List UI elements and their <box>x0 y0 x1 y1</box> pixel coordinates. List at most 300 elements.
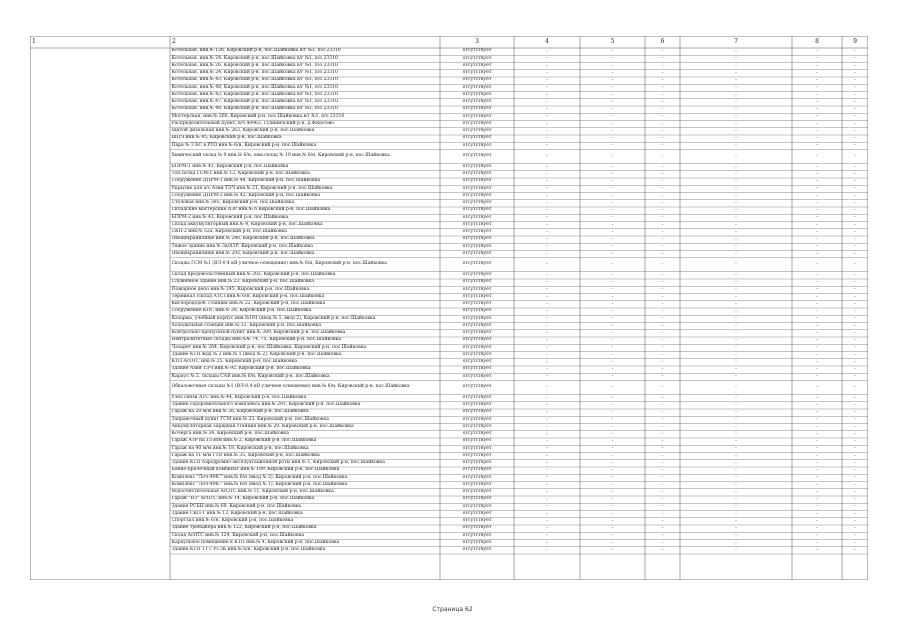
row-value-col-8: - <box>816 286 818 293</box>
row-value-col-4: - <box>546 481 548 488</box>
row-name: Котельная, инв.№ 26, Кировский р-н, пос.Шайковка в/г №1, п/о 23310 <box>171 62 338 68</box>
row-value-col-8: - <box>816 344 818 351</box>
row-name: Караул № 2, склады САВ инв.№ 6/н, Кировский р-н, пос.Шайковка <box>171 373 330 379</box>
row-name: Склады ГСМ №1 (ВЛ-0,4 кВ уличное освещение) инв.№ 6/н, Кировский р-н, пос.Шайковка <box>171 261 387 267</box>
row-value-col-5: - <box>611 199 614 206</box>
row-value-col-6: - <box>661 358 664 365</box>
row-value-col-4: - <box>546 279 548 286</box>
row-value-col-9: - <box>854 120 856 127</box>
row-status: отсутствует <box>462 445 492 451</box>
row-value-col-5: - <box>611 279 614 286</box>
row-value-col-9: - <box>854 373 856 380</box>
row-name: Караульное помещение к КТП инв.№ 4, Кировский р-н, пос.Шайковка <box>171 539 340 545</box>
row-status: отсутствует <box>462 113 492 119</box>
row-value-col-4: - <box>546 496 548 503</box>
row-name: ШПЧ инв.№ 45, Кировский р-н, пос.Шайковка <box>171 135 282 141</box>
row-value-col-6: - <box>661 474 664 481</box>
row-status: отсутствует <box>462 142 492 148</box>
row-value-col-9: - <box>854 142 856 149</box>
row-value-col-9: - <box>854 178 856 185</box>
row-value-col-7: - <box>735 300 737 307</box>
row-value-col-6: - <box>661 170 664 177</box>
row-name: БПРМ-1 инв.№ 41, Кировский р-н, пос.Шайковка <box>171 163 289 169</box>
row-value-col-8: - <box>816 329 818 336</box>
row-value-col-7: - <box>735 445 737 452</box>
row-name: Складские мастерские АЗР инв.№ 6 Кировский р-н, пос.Шайковка <box>171 207 331 213</box>
row-value-col-4: - <box>546 366 548 373</box>
row-status: отсутствует <box>462 481 492 487</box>
row-value-col-9: - <box>854 286 856 293</box>
row-value-col-5: - <box>611 322 614 329</box>
row-name: Нейтралитетные склады инв.№№ 74, 75, Кировский р-н, пос.Шайковка <box>171 337 342 343</box>
row-value-col-6: - <box>661 344 664 351</box>
row-value-col-8: - <box>816 127 818 134</box>
row-value-col-9: - <box>854 438 856 445</box>
row-value-col-6: - <box>661 286 664 293</box>
row-value-col-4: - <box>546 445 548 452</box>
row-value-col-7: - <box>735 236 737 243</box>
row-value-col-5: - <box>611 525 614 532</box>
row-value-col-9: - <box>854 77 856 84</box>
row-value-col-7: - <box>735 322 737 329</box>
row-value-col-5: - <box>611 503 614 510</box>
row-status: отсутствует <box>462 214 492 220</box>
row-value-col-9: - <box>854 163 856 170</box>
row-value-col-7: - <box>735 120 737 127</box>
row-value-col-9: - <box>854 192 856 199</box>
row-value-col-6: - <box>661 322 664 329</box>
row-status: отсутствует <box>462 120 492 126</box>
row-value-col-7: - <box>735 199 737 206</box>
row-value-col-8: - <box>816 192 818 199</box>
row-value-col-5: - <box>611 207 614 214</box>
row-status: отсутствует <box>462 286 492 292</box>
row-status: отсутствует <box>462 70 492 76</box>
row-name: Котельная, инв.№ 24, Кировский р-н, пос.Шайковка в/г №1, п/о 23310 <box>171 55 338 61</box>
row-value-col-9: - <box>854 401 856 408</box>
row-value-col-5: - <box>611 315 614 322</box>
row-value-col-4: - <box>546 409 548 416</box>
row-value-col-8: - <box>816 62 818 69</box>
row-status: отсутствует <box>462 272 492 278</box>
row-value-col-7: - <box>735 423 737 430</box>
row-value-col-6: - <box>661 459 664 466</box>
row-name: Гараж на 20 м/м инв.№ 26, Кировский р-н, пос.Шайковка <box>171 409 309 415</box>
row-value-col-4: - <box>546 423 548 430</box>
row-value-col-8: - <box>816 546 818 553</box>
row-value-col-8: - <box>816 438 818 445</box>
row-value-col-6: - <box>661 127 664 134</box>
row-value-col-6: - <box>661 113 664 120</box>
row-value-col-6: - <box>661 373 664 380</box>
row-value-col-5: - <box>611 423 614 430</box>
row-value-col-7: - <box>735 91 737 98</box>
row-status: отсутствует <box>462 293 492 299</box>
row-value-col-5: - <box>611 120 614 127</box>
row-value-col-5: - <box>611 221 614 228</box>
row-name: Склад АсОТС инв.№ 124, Кировский р-н, пос.Шайковка <box>171 532 305 538</box>
row-value-col-8: - <box>816 228 818 235</box>
row-value-col-8: - <box>816 142 818 149</box>
row-value-col-5: - <box>611 384 614 390</box>
row-value-col-6: - <box>661 250 664 257</box>
row-status: отсутствует <box>462 330 492 336</box>
row-value-col-9: - <box>854 250 856 257</box>
row-value-col-4: - <box>546 329 548 336</box>
row-name: Сооружение КПС инв.№ 28, Кировский р-н, пос.Шайковка <box>171 308 312 314</box>
row-name: Здание тренажера инв.№ 122, Кировский р-н, пос.Шайковка <box>171 525 317 531</box>
row-value-col-8: - <box>816 221 818 228</box>
row-status: отсутствует <box>462 163 492 169</box>
row-name: Аккумуляторная зарядная станция инв.№ 29, Кировский р-н, пос.Шайковка <box>171 423 354 429</box>
row-value-col-9: - <box>854 503 856 510</box>
row-status: отсутствует <box>462 438 492 444</box>
row-value-col-9: - <box>854 423 856 430</box>
row-value-col-9: - <box>854 445 856 452</box>
row-value-col-4: - <box>546 546 548 553</box>
row-value-col-8: - <box>816 401 818 408</box>
row-status: отсутствует <box>462 250 492 256</box>
row-value-col-9: - <box>854 207 856 214</box>
row-name: Здание Азия ТЭЧ инв.№ 92, Кировский р-н, пос.Шайковка <box>171 366 311 372</box>
row-name: Здание КТП ждд № 2 инв.№ 1 (ввод № 2), Кировский р-н, пос.Шайковка <box>171 351 342 357</box>
row-value-col-8: - <box>816 322 818 329</box>
row-value-col-8: - <box>816 69 818 76</box>
row-value-col-8: - <box>816 261 818 268</box>
row-name: Терминал (склад АТС) инв.№ 6/н, Кировский р-н, пос.Шайковка <box>171 293 325 299</box>
row-value-col-9: - <box>854 153 856 159</box>
row-value-col-7: - <box>735 467 737 474</box>
row-value-col-4: - <box>546 91 548 98</box>
row-value-col-6: - <box>661 221 664 228</box>
row-value-col-5: - <box>611 84 614 91</box>
row-value-col-7: - <box>735 170 737 177</box>
row-value-col-5: - <box>611 236 614 243</box>
row-name: Котельная, инв.№ 48, Кировский р-н, пос.Шайковка в/г №1, п/о 23310 <box>171 106 338 112</box>
row-status: отсутствует <box>462 344 492 350</box>
row-value-col-5: - <box>611 214 614 221</box>
row-name: Укрытие для а/с Азии ТЭЧ инв.№ 21, Кировский р-н, пос.Шайковка <box>171 185 333 191</box>
row-value-col-6: - <box>661 503 664 510</box>
row-value-col-6: - <box>661 337 664 344</box>
row-value-col-5: - <box>611 366 614 373</box>
row-value-col-5: - <box>611 135 614 142</box>
row-value-col-7: - <box>735 127 737 134</box>
row-name: Тяжое здание инв.№ 3а/АЗР, Кировский р-н, пос.Шайковка <box>171 243 313 249</box>
row-value-col-8: - <box>816 525 818 532</box>
row-value-col-4: - <box>546 62 548 69</box>
row-name: Банно-прачечный комбинат инв.№ 199, Кировский р-н, пос.Шайковка <box>171 467 340 473</box>
row-status: отсутствует <box>462 106 492 112</box>
row-value-col-9: - <box>854 532 856 539</box>
row-value-col-5: - <box>611 416 614 423</box>
row-status: отсутствует <box>462 539 492 545</box>
row-value-col-6: - <box>661 153 664 159</box>
row-value-col-9: - <box>854 308 856 315</box>
row-value-col-6: - <box>661 84 664 91</box>
row-value-col-9: - <box>854 496 856 503</box>
row-value-col-5: - <box>611 438 614 445</box>
row-name: Распределительный пункт, в/ч 40963, Сухиничский р-н, д.Федосово <box>171 120 334 126</box>
column-header-4: 4 <box>545 38 549 45</box>
row-value-col-9: - <box>854 113 856 120</box>
row-value-col-9: - <box>854 221 856 228</box>
row-value-col-8: - <box>816 384 818 390</box>
row-value-col-4: - <box>546 170 548 177</box>
row-value-col-6: - <box>661 279 664 286</box>
row-status: отсутствует <box>462 221 492 227</box>
row-value-col-5: - <box>611 170 614 177</box>
row-name: Гараж "НЗ" АсОТС инв.№ 14, Кировский р-н, пос.Шайковка <box>171 496 315 502</box>
row-status: отсутствует <box>462 337 492 343</box>
row-value-col-8: - <box>816 271 818 278</box>
row-value-col-8: - <box>816 430 818 437</box>
row-value-col-4: - <box>546 113 548 120</box>
row-value-col-8: - <box>816 135 818 142</box>
row-value-col-4: - <box>546 199 548 206</box>
row-value-col-4: - <box>546 322 548 329</box>
row-status: отсутствует <box>462 315 492 321</box>
row-value-col-6: - <box>661 423 664 430</box>
row-status: отсутствует <box>462 467 492 473</box>
row-value-col-6: - <box>661 488 664 495</box>
row-status: отсутствует <box>462 460 492 466</box>
row-name: Склад аккумуляторный инв.№ 4, Кировский р-н, пос.Шайковка <box>171 221 323 227</box>
row-value-col-9: - <box>854 358 856 365</box>
row-value-col-4: - <box>546 221 548 228</box>
row-value-col-9: - <box>854 279 856 286</box>
row-status: отсутствует <box>462 525 492 531</box>
row-name: Пожарное депо инв.№ 245, Кировский р-н, пос.Шайковка <box>171 286 310 292</box>
row-value-col-8: - <box>816 106 818 113</box>
row-value-col-9: - <box>854 329 856 336</box>
row-value-col-5: - <box>611 62 614 69</box>
row-value-col-8: - <box>816 373 818 380</box>
row-value-col-8: - <box>816 199 818 206</box>
row-value-col-6: - <box>661 394 664 401</box>
row-value-col-4: - <box>546 250 548 257</box>
row-value-col-6: - <box>661 510 664 517</box>
row-value-col-5: - <box>611 192 614 199</box>
row-value-col-4: - <box>546 163 548 170</box>
row-value-col-4: - <box>546 300 548 307</box>
row-status: отсутствует <box>462 243 492 249</box>
row-value-col-7: - <box>735 192 737 199</box>
row-value-col-7: - <box>735 163 737 170</box>
row-value-col-9: - <box>854 98 856 105</box>
row-value-col-9: - <box>854 525 856 532</box>
row-value-col-5: - <box>611 98 614 105</box>
row-value-col-9: - <box>854 546 856 553</box>
row-value-col-8: - <box>816 84 818 91</box>
row-value-col-6: - <box>661 135 664 142</box>
row-status: отсутствует <box>462 185 492 191</box>
row-status: отсутствует <box>462 200 492 206</box>
row-value-col-7: - <box>735 373 737 380</box>
row-value-col-4: - <box>546 48 548 55</box>
row-value-col-9: - <box>854 69 856 76</box>
row-value-col-4: - <box>546 474 548 481</box>
row-value-col-6: - <box>661 91 664 98</box>
row-value-col-6: - <box>661 525 664 532</box>
row-name: Котельная, инв.№ 126, Кировский р-н, пос.Шайковка в/г №1, п/о 23310 <box>171 48 341 54</box>
row-value-col-7: - <box>735 178 737 185</box>
row-value-col-4: - <box>546 401 548 408</box>
row-value-col-5: - <box>611 329 614 336</box>
row-value-col-4: - <box>546 243 548 250</box>
row-value-col-8: - <box>816 178 818 185</box>
row-value-col-6: - <box>661 62 664 69</box>
row-status: отсутствует <box>462 207 492 213</box>
row-value-col-7: - <box>735 271 737 278</box>
row-name: СКП-2 инв.№ 52а, Кировский р-н, пос.Шайковка <box>171 229 287 235</box>
row-status: отсутствует <box>462 279 492 285</box>
row-value-col-6: - <box>661 546 664 553</box>
row-value-col-6: - <box>661 481 664 488</box>
row-value-col-5: - <box>611 452 614 459</box>
row-value-col-5: - <box>611 243 614 250</box>
row-value-col-6: - <box>661 300 664 307</box>
row-value-col-7: - <box>735 510 737 517</box>
row-value-col-4: - <box>546 503 548 510</box>
row-value-col-5: - <box>611 394 614 401</box>
row-value-col-6: - <box>661 517 664 524</box>
row-value-col-4: - <box>546 430 548 437</box>
row-status: отсутствует <box>462 394 492 400</box>
row-value-col-4: - <box>546 337 548 344</box>
row-value-col-8: - <box>816 445 818 452</box>
row-value-col-9: - <box>854 416 856 423</box>
row-name: Столовая инв.№ 385, Кировский р-н, пос.Шайковка <box>171 200 295 206</box>
row-status: отсутствует <box>462 229 492 235</box>
row-value-col-4: - <box>546 308 548 315</box>
row-value-col-7: - <box>735 430 737 437</box>
row-value-col-5: - <box>611 106 614 113</box>
row-value-col-5: - <box>611 532 614 539</box>
row-value-col-8: - <box>816 416 818 423</box>
row-value-col-5: - <box>611 409 614 416</box>
row-value-col-6: - <box>661 532 664 539</box>
row-value-col-5: - <box>611 142 614 149</box>
row-value-col-8: - <box>816 351 818 358</box>
row-name: КТП АсОТС инв.№ 25, Кировский р-н, пос.Шайковка <box>171 359 297 365</box>
row-status: отсутствует <box>462 366 492 372</box>
row-status: отсутствует <box>462 409 492 415</box>
row-value-col-5: - <box>611 351 614 358</box>
row-value-col-7: - <box>735 48 737 55</box>
row-value-col-4: - <box>546 467 548 474</box>
row-value-col-9: - <box>854 214 856 221</box>
row-value-col-4: - <box>546 452 548 459</box>
row-value-col-4: - <box>546 192 548 199</box>
row-value-col-9: - <box>854 48 856 55</box>
row-value-col-7: - <box>735 496 737 503</box>
row-value-col-7: - <box>735 337 737 344</box>
row-value-col-7: - <box>735 243 737 250</box>
row-value-col-6: - <box>661 271 664 278</box>
row-value-col-5: - <box>611 185 614 192</box>
column-header-5: 5 <box>610 38 615 45</box>
row-value-col-7: - <box>735 153 737 159</box>
row-value-col-8: - <box>816 120 818 127</box>
row-value-col-7: - <box>735 416 737 423</box>
row-status: отсутствует <box>462 171 492 177</box>
row-value-col-7: - <box>735 532 737 539</box>
row-value-col-4: - <box>546 373 548 380</box>
row-name: Лазарет инв.№ 264, Кировский р-н, пос.Шайковка, Кировский р-н, пос.Шайковка <box>171 344 367 350</box>
row-value-col-5: - <box>611 474 614 481</box>
row-value-col-4: - <box>546 351 548 358</box>
row-value-col-7: - <box>735 351 737 358</box>
row-value-col-7: - <box>735 481 737 488</box>
row-value-col-8: - <box>816 236 818 243</box>
row-value-col-8: - <box>816 293 818 300</box>
row-value-col-4: - <box>546 135 548 142</box>
row-value-col-6: - <box>661 207 664 214</box>
row-value-col-7: - <box>735 452 737 459</box>
row-value-col-4: - <box>546 261 548 268</box>
row-value-col-8: - <box>816 113 818 120</box>
row-value-col-6: - <box>661 55 664 62</box>
row-value-col-7: - <box>735 539 737 546</box>
row-value-col-6: - <box>661 163 664 170</box>
row-value-col-4: - <box>546 344 548 351</box>
row-value-col-7: - <box>735 221 737 228</box>
row-status: отсутствует <box>462 55 492 61</box>
row-value-col-9: - <box>854 135 856 142</box>
row-value-col-8: - <box>816 55 818 62</box>
row-value-col-8: - <box>816 337 818 344</box>
row-value-col-8: - <box>816 474 818 481</box>
row-value-col-6: - <box>661 48 664 55</box>
row-value-col-8: - <box>816 517 818 524</box>
row-name: Спортзал инв.№ 6/н, Кировский р-н, пос.Шайковка <box>171 518 294 524</box>
row-value-col-4: - <box>546 214 548 221</box>
row-value-col-5: - <box>611 69 614 76</box>
row-status: отсутствует <box>462 308 492 314</box>
column-header-6: 6 <box>660 38 665 45</box>
row-name: Обваловочные склады №1 (ВЛ-0,4 кВ уличное освещение) инв.№ 6/н, Кировский р-н, пос.Шайковка <box>171 384 410 390</box>
row-name: Сооружение ДПРМ-1 инв.№ 48, Кировский р-н, пос.Шайковка <box>171 178 321 184</box>
row-value-col-9: - <box>854 481 856 488</box>
table-sheet <box>30 36 868 580</box>
row-value-col-4: - <box>546 394 548 401</box>
row-value-col-4: - <box>546 207 548 214</box>
row-value-col-7: - <box>735 546 737 553</box>
row-status: отсутствует <box>462 384 492 390</box>
row-value-col-9: - <box>854 106 856 113</box>
row-value-col-9: - <box>854 351 856 358</box>
page-number: Страница 62 <box>432 606 473 613</box>
row-value-col-8: - <box>816 214 818 221</box>
row-value-col-6: - <box>661 315 664 322</box>
row-value-col-7: - <box>735 135 737 142</box>
row-value-col-6: - <box>661 308 664 315</box>
row-name: Здание СКП-1 инв.№ 13, Кировский р-н, пос.Шайковка <box>171 510 303 516</box>
row-value-col-5: - <box>611 481 614 488</box>
row-status: отсутствует <box>462 77 492 83</box>
row-name: Гараж на 40 м/м инв.№ 18, Кировский р-н, пос.Шайковка <box>171 445 309 451</box>
row-value-col-8: - <box>816 539 818 546</box>
row-value-col-9: - <box>854 84 856 91</box>
row-value-col-8: - <box>816 77 818 84</box>
row-name: Здание РСБН инв.№ 60, Кировский р-н, пос.Шайковка <box>171 503 302 509</box>
row-value-col-5: - <box>611 488 614 495</box>
row-value-col-6: - <box>661 467 664 474</box>
row-value-col-4: - <box>546 153 548 159</box>
row-status: отсутствует <box>462 359 492 365</box>
row-name: БПРМ-2 инв.№ 43, Кировский р-н, пос.Шайковка <box>171 214 289 220</box>
